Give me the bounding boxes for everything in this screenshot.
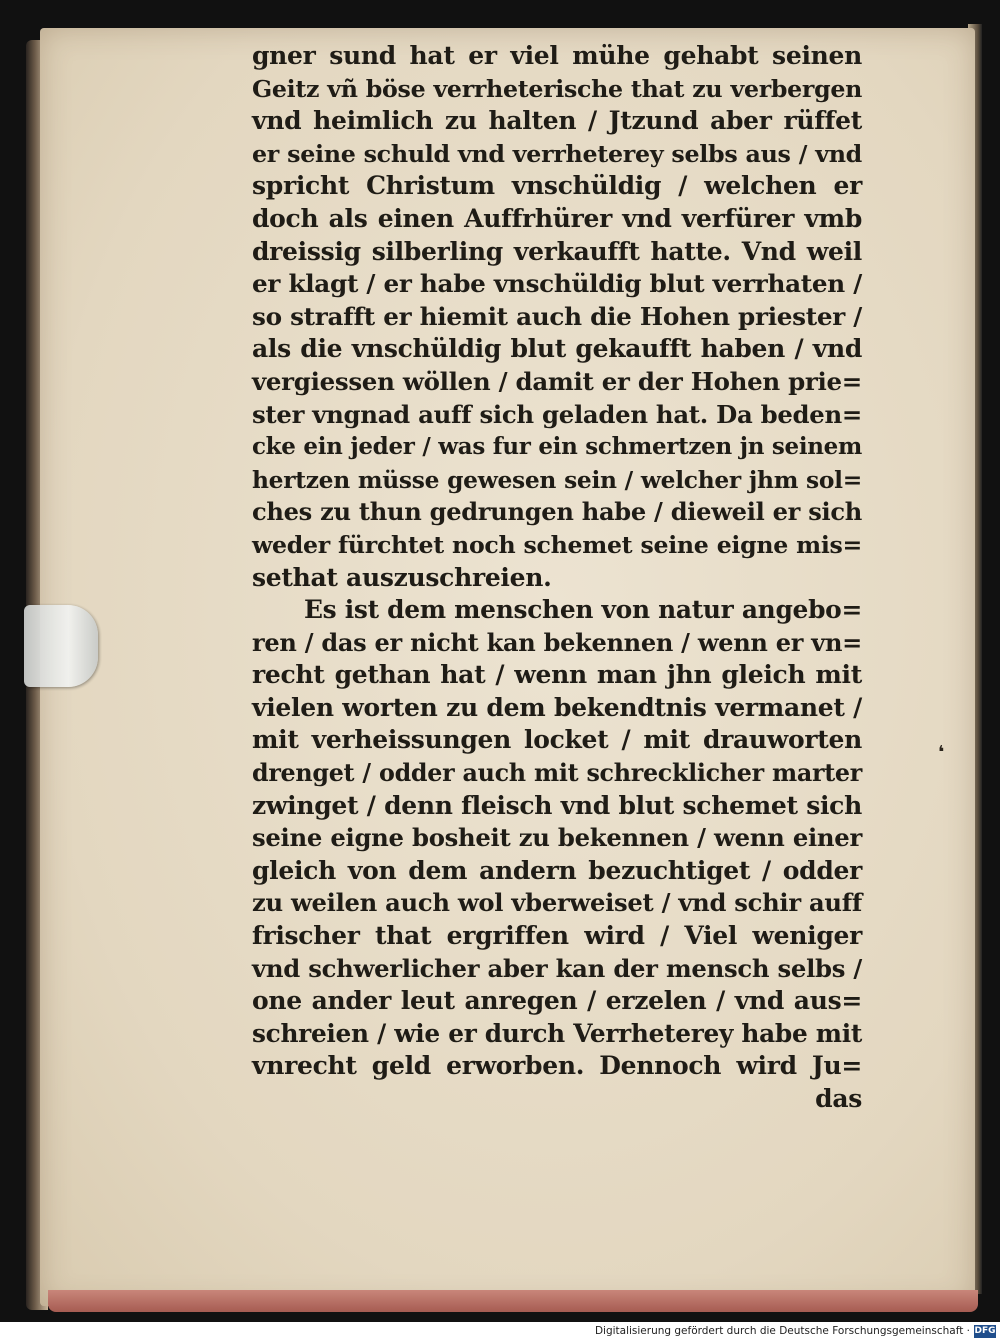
text-line: zwinget / denn fleisch vnd blut schemet sich: [252, 790, 862, 820]
text-line: Geitz vñ böse verrheterische that zu verbergen: [252, 74, 862, 103]
text-line: vnrecht geld erworben. Dennoch wird Ju=: [252, 1051, 862, 1081]
text-line: vielen worten zu dem bekendtnis vermanet /: [252, 692, 862, 722]
text-line: zu weilen auch wol vberweiset / vnd schir auff: [252, 888, 862, 918]
text-line: cke ein jeder / was fur ein schmertzen jn seinem: [252, 433, 862, 461]
text-line: ren / das er nicht kan bekennen / wenn er vn=: [252, 627, 862, 657]
text-line: frischer that ergriffen wird / Viel weniger: [252, 921, 862, 951]
text-line: vnd schwerlicher aber kan der mensch selbs /: [252, 953, 862, 983]
text-line: mit verheissungen locket / mit drauworten: [252, 725, 862, 755]
dfg-logo: DFG: [974, 1326, 996, 1336]
text-line: sethat auszuschreien.: [252, 562, 552, 592]
red-page-edge: [48, 1290, 978, 1312]
text-line: er klagt / er habe vnschüldig blut verrhaten /: [252, 269, 862, 299]
text-line: als die vnschüldig blut gekaufft haben / vnd: [252, 334, 862, 364]
text-line: ster vngnad auff sich geladen hat. Da beden=: [252, 399, 862, 429]
text-line: drenget / odder auch mit schrecklicher marter: [252, 759, 862, 788]
text-line: seine eigne bosheit zu bekennen / wenn einer: [252, 823, 862, 853]
text-line: weder fürchtet noch schemet seine eigne mis=: [252, 530, 862, 559]
text-line: vnd heimlich zu halten / Jtzund aber rüffet: [252, 106, 862, 136]
text-line: so strafft er hiemit auch die Hohen priester /: [252, 301, 862, 331]
text-line: gner sund hat er viel mühe gehabt seinen: [252, 41, 862, 70]
bookmark-tab: [24, 605, 98, 687]
text-line: one ander leut anregen / erzelen / vnd aus=: [252, 986, 862, 1016]
text-line: recht gethan hat / wenn man jhn gleich mit: [252, 660, 862, 690]
footer-credit: Digitalisierung gefördert durch die Deutsche Forschungsgemeinschaft ·: [594, 1325, 970, 1337]
text-line: hertzen müsse gewesen sein / welcher jhm sol=: [252, 465, 862, 494]
catchword: das: [815, 1084, 862, 1113]
text-line: spricht Christum vnschüldig / welchen er: [252, 171, 862, 201]
text-line: doch als einen Auffrhürer vnd verfürer vmb: [252, 203, 862, 233]
paragraph-start-line: Es ist dem menschen von natur angebo=: [304, 595, 862, 625]
margin-mark-icon: ❛: [938, 742, 945, 763]
text-line: ches zu thun gedrungen habe / dieweil er sich: [252, 497, 862, 527]
text-line: gleich von dem andern bezuchtiget / odder: [252, 855, 862, 885]
text-line: er seine schuld vnd verrheterey selbs aus / vnd: [252, 139, 862, 168]
text-line: dreissig silberling verkaufft hatte. Vnd weil: [252, 236, 862, 266]
text-line: schreien / wie er durch Verrheterey habe mit: [252, 1018, 862, 1048]
page-text-block: [252, 40, 862, 1116]
text-line: vergiessen wöllen / damit er der Hohen prie=: [252, 366, 862, 396]
